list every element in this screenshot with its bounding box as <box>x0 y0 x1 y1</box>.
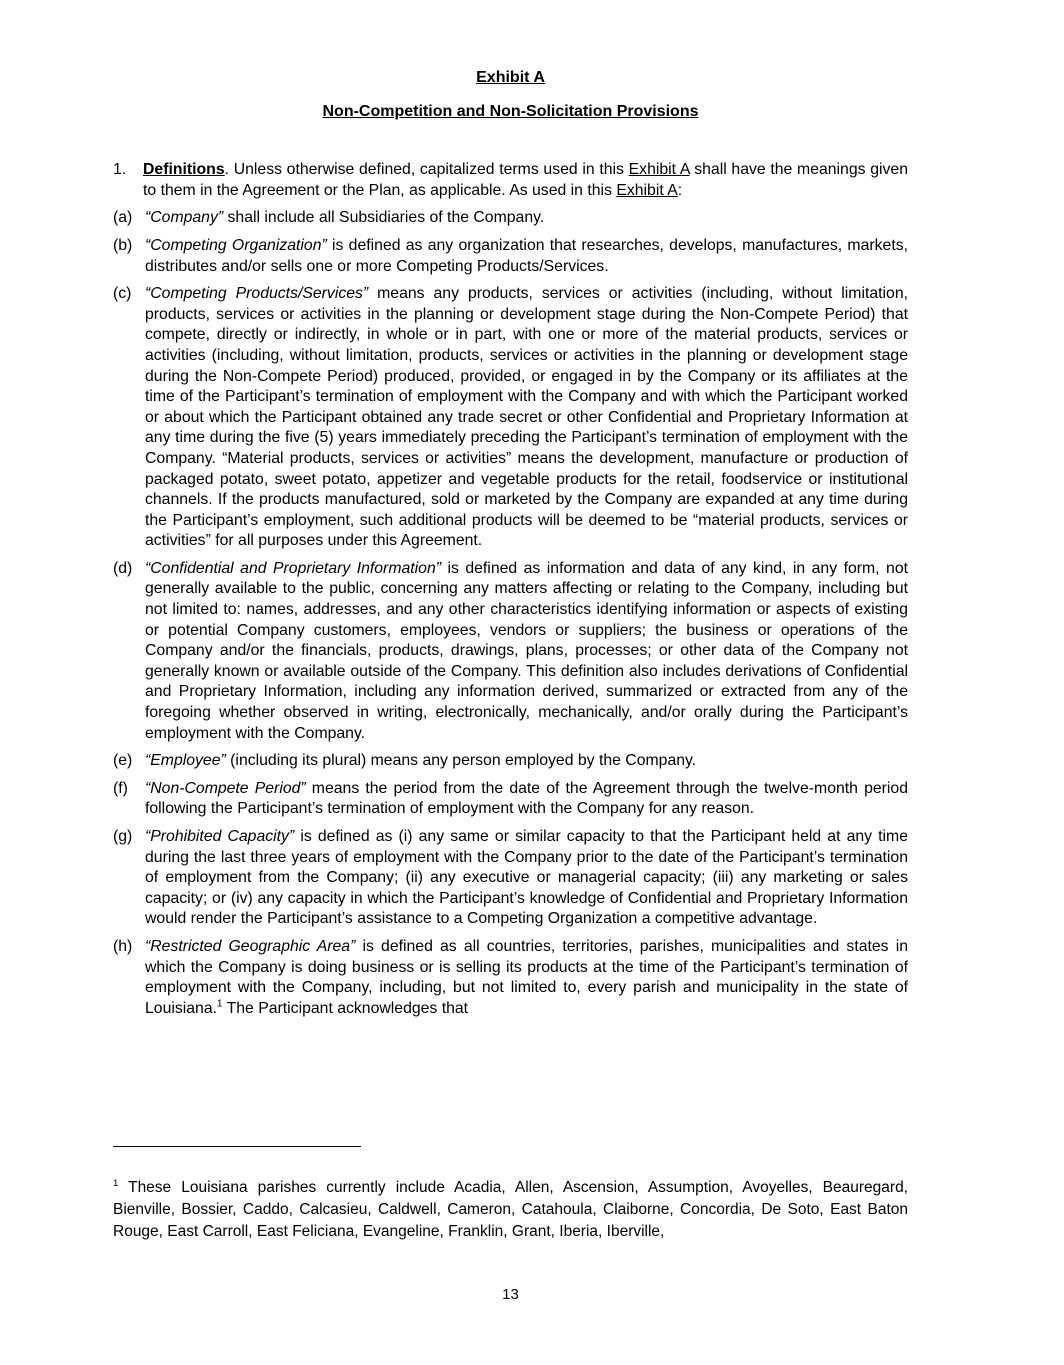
footnote-text: $^1$ These Louisiana parishes currently include Acadia, Allen, Ascension, Assumption, Avoyelles, Beauregard, Bienville, Bossier, Caddo, Calcasieu, Caldwell, Cameron, Catahoula, Claiborne, Concordia, De Soto, East Baton Rouge, East Carroll, East Feliciana, Evangeline, Franklin, Grant, Iberia, Iberville, <box>113 1177 908 1240</box>
page-number: 13 <box>502 1286 519 1303</box>
definition-item-e <box>113 751 908 772</box>
item-label: (b) <box>113 236 133 254</box>
definition-item-f <box>113 779 908 820</box>
definition-item-d <box>113 559 908 744</box>
item-label: (h) <box>113 937 133 955</box>
section-number: 1. <box>113 161 127 179</box>
footnote-area <box>113 1146 908 1243</box>
item-text: “Non-Compete Period” means the period from the date of the Agreement through the twelve-month period following the Participant’s termination of employment with the Company for any reason. <box>145 779 908 818</box>
item-text: “Confidential and Proprietary Information” is defined as information and data of any kind, in any form, not generally available to the public, concerning any matters affecting or relating to the Company, including but not limited to: names, addresses, and any other characteristics identifying information or aspects of existing or potential Company customers, employees, vendors or suppliers; the business or operations of the Company and/or the financials, products, drawings, plans, processes; or other data of the Company not generally known or available outside of the Company. This definition also includes derivations of Confidential and Proprietary Information, including any information derived, summarized or extracted from any of the foregoing whether observed in writing, electronically, mechanically, and/or orally during the Participant’s employment with the Company. <box>145 559 908 742</box>
footnote-divider <box>113 1146 361 1147</box>
item-label: (e) <box>113 752 133 770</box>
definition-item-c <box>113 284 908 552</box>
definition-item-g <box>113 827 908 930</box>
item-text: “Restricted Geographic Area” is defined as all countries, territories, parishes, municipalities and states in which the Company is doing business or is selling its products at the time of the Participant’s termination of employment with the Company, including, but not limited to, every parish and municipality in the state of Louisiana.$^1$ The Participant acknowledges that <box>145 937 908 1017</box>
document-content <box>113 68 908 1026</box>
definitions-section-intro <box>113 160 908 201</box>
item-label: (a) <box>113 209 133 227</box>
exhibit-subtitle: Non-Competition and Non-Solicitation Provisions <box>322 102 699 120</box>
item-text: “Prohibited Capacity” is defined as (i) any same or similar capacity to that the Participant held at any time during the last three years of employment with the Company prior to the date of the Participant’s termination of employment from the Company; (ii) any executive or managerial capacity; (iii) any marketing or sales capacity; or (iv) any capacity in which the Participant’s knowledge of Confidential and Proprietary Information would render the Participant’s assistance to a Competing Organization a competitive advantage. <box>145 828 908 928</box>
item-label: (d) <box>113 559 133 577</box>
item-text: “Competing Organization” is defined as any organization that researches, develops, manufactures, markets, distributes and/or sells one or more Competing Products/Services. <box>145 236 908 275</box>
item-label: (c) <box>113 285 132 303</box>
item-text: “Company” shall include all Subsidiaries of the Company. <box>145 209 545 227</box>
section-intro-text: Definitions. Unless otherwise defined, capitalized terms used in this Exhibit A shall have the meanings given to them in the Agreement or the Plan, as applicable. As used in this Exhibit A: <box>143 161 908 199</box>
definition-item-a <box>113 208 908 229</box>
item-text: “Employee” (including its plural) means any person employed by the Company. <box>145 752 697 770</box>
item-label: (f) <box>113 779 128 797</box>
item-text: “Competing Products/Services” means any products, services or activities (including, without limitation, products, services or activities in the planning or development stage during the Non-Compete Period) that compete, directly or indirectly, in whole or in part, with one or more of the material products, services or activities (including, without limitation, products, services or activities in the planning or development stage during the Non-Compete Period) produced, provided, or engaged in by the Company or its affiliates at the time of the Participant’s termination of employment with the Company and with which the Participant worked or about which the Participant obtained any trade secret or other Confidential and Proprietary Information at any time during the five (5) years immediately preceding the Participant’s termination of employment with the Company. “Material products, services or activities” means the development, manufacture or production of packaged potato, sweet potato, appetizer and vegetable products for the retail, foodservice or institutional channels. If the products manufactured, sold or marketed by the Company are expanded at any time during the Participant’s employment, such additional products will be deemed to be “material products, services or activities” for all purposes under this Agreement. <box>145 285 908 550</box>
exhibit-title: Exhibit A <box>476 69 545 86</box>
definition-item-h <box>113 937 908 1019</box>
item-label: (g) <box>113 828 133 845</box>
definition-item-b <box>113 236 908 277</box>
